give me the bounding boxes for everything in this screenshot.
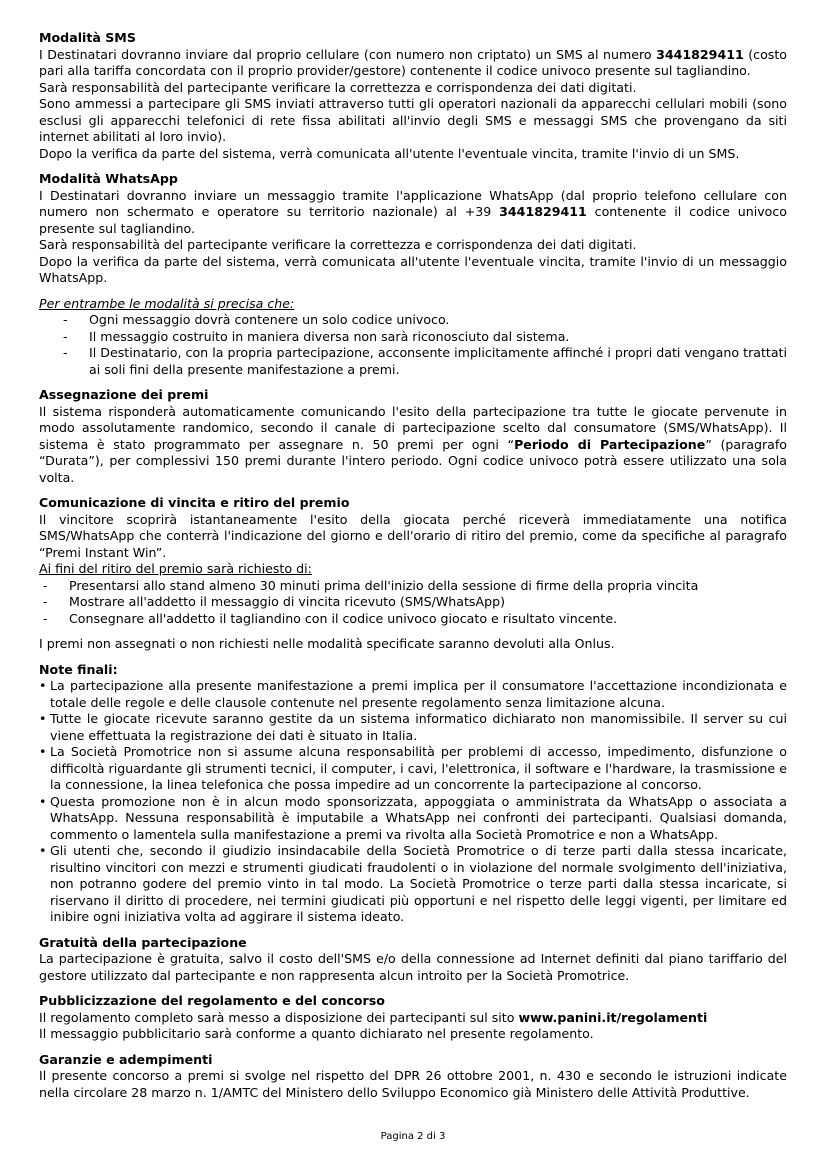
section-comunicazione	[39, 495, 787, 653]
bullet-marker: •	[39, 744, 47, 759]
section-garanzie	[39, 1052, 787, 1102]
section-heading: Garanzie e adempimenti	[39, 1051, 213, 1067]
text: Il regolamento completo sarà messo a disposizione dei partecipanti sul sito	[39, 1009, 519, 1025]
paragraph: Sono ammessi a partecipare gli SMS inviati attraverso tutti gli operatori nazionali da apparecchi cellulari mobili (sono esclusi gli apparecchi telefonici di rete fissa abilitati all'invio degli SMS e messaggi SMS che provengano da siti internet abilitati al loro invio).	[39, 96, 787, 144]
paragraph: Il messaggio pubblicitario sarà conforme a quanto dichiarato nel presente regolamento.	[39, 1026, 594, 1041]
section-heading: Pubblicizzazione del regolamento e del concorso	[39, 993, 385, 1008]
bullet-list	[39, 678, 787, 926]
paragraph: Il vincitore scoprirà istantaneamente l'esito della giocata perché riceverà immediatamente una notifica SMS/WhatsApp che conterrà l'indicazione del giorno e dell'orario di ritiro del premio, come da specifiche al paragrafo “Premi Instant Win”.	[39, 511, 787, 560]
dash-list	[39, 578, 787, 628]
list-item-text: Tutte le giocate ricevute saranno gestite da un sistema informatico dichiarato non manomissibile. Il server su cui viene effettuata la registrazione dei dati è situato in Italia.	[50, 711, 787, 743]
dash-marker: -	[63, 312, 68, 327]
list-item	[39, 594, 787, 611]
dash-marker: -	[43, 610, 48, 626]
paragraph: Sarà responsabilità del partecipante verificare la correttezza e corrispondenza dei dati digitati.	[39, 237, 637, 252]
text: (costo pari alla tariffa concordata con il proprio provider/gestore) contenente il codice univoco presente sul tagliandino.	[39, 46, 787, 78]
bold-term: Periodo di Partecipazione	[514, 436, 706, 452]
list-item-text: Questa promozione non è in alcun modo sponsorizzata, appoggiata o amministrata da WhatsApp o associata a WhatsApp. Nessuna responsabilità è imputabile a WhatsApp nei confronti dei partecipanti. Qualsiasi domanda, commento o lamentela sulla manifestazione a premi va rivolta alla Società Promotrice e non a WhatsApp.	[50, 793, 787, 842]
paragraph: Sarà responsabilità del partecipante verificare la correttezza e corrispondenza dei dati digitati.	[39, 79, 637, 95]
paragraph: Il presente concorso a premi si svolge nel rispetto del DPR 26 ottobre 2001, n. 430 e secondo le istruzioni indicate nella circolare 28 marzo n. 1/AMTC del Ministero dello Sviluppo Economico già Ministero delle Attività Produttive.	[39, 1068, 787, 1100]
website-link[interactable]: www.panini.it/regolamenti	[518, 1009, 708, 1025]
section-heading: Note finali:	[39, 661, 118, 677]
list-item	[39, 744, 787, 794]
section-heading: Modalità SMS	[39, 30, 136, 45]
dash-marker: -	[43, 594, 48, 609]
list-item-text: Consegnare all'addetto il tagliandino con il codice univoco giocato e risultato vincente.	[69, 610, 618, 626]
list-item-text: Gli utenti che, secondo il giudizio insindacabile della Società Promotrice o di terze parti dalla stessa incaricate, risultino vincitori con mezzi e strumenti giudicati fraudolenti o in violazione del normale svolgimento dell'iniziativa, non potranno godere del premio vinto in tal modo. La Società Promotrice o terze parti dalla stessa incaricate, si riservano il diritto di procedere, nei termini giudicati più opportuni e nel rispetto delle leggi vigenti, per limitare ed inibire ogni iniziativa volta ad aggirare il sistema ideato.	[50, 843, 787, 924]
section-both-modes	[39, 296, 787, 379]
bullet-marker: •	[39, 711, 47, 726]
paragraph	[39, 404, 787, 487]
text: ” (paragrafo “Durata”), per complessivi 150 premi durante l'intero periodo. Ogni codice univoco potrà essere utilizzato una sola volta.	[39, 436, 788, 485]
list-item	[39, 345, 787, 378]
paragraph	[39, 188, 787, 238]
phone-number: 3441829411	[656, 46, 744, 62]
list-item-text: Il messaggio costruito in maniera diversa non sarà riconosciuto dal sistema.	[89, 328, 570, 344]
paragraph: Dopo la verifica da parte del sistema, verrà comunicata all'utente l'eventuale vincita, tramite l'invio di un SMS.	[39, 145, 740, 161]
paragraph	[39, 1010, 787, 1027]
bullet-marker: •	[39, 678, 47, 693]
list-item	[39, 329, 787, 346]
section-pubblicizzazione	[39, 993, 787, 1043]
section-gratuita	[39, 935, 787, 985]
list-item-text: Mostrare all'addetto il messaggio di vincita ricevuto (SMS/WhatsApp)	[69, 594, 506, 609]
dash-marker: -	[63, 345, 68, 360]
paragraph: I premi non assegnati o non richiesti nelle modalità specificate saranno devoluti alla Onlus.	[39, 636, 615, 651]
document-page	[39, 30, 787, 1110]
list-item	[39, 312, 787, 329]
paragraph	[39, 47, 787, 80]
dash-list	[39, 312, 787, 378]
section-sms	[39, 30, 787, 162]
paragraph: Dopo la verifica da parte del sistema, verrà comunicata all'utente l'eventuale vincita, tramite l'invio di un messaggio WhatsApp.	[39, 253, 787, 285]
text: I Destinatari dovranno inviare un messaggio tramite l'applicazione WhatsApp (dal proprio telefono cellulare con numero non schermato e operatore su territorio nazionale) al +39	[39, 187, 787, 219]
section-heading: Assegnazione dei premi	[39, 387, 209, 402]
list-item	[39, 711, 787, 744]
section-heading: Gratuità della partecipazione	[39, 934, 247, 950]
section-heading: Modalità WhatsApp	[39, 171, 178, 186]
section-heading: Comunicazione di vincita e ritiro del premio	[39, 495, 350, 510]
section-note-finali	[39, 662, 787, 926]
text: contenente il codice univoco presente sul tagliandino.	[39, 204, 787, 236]
dash-marker: -	[43, 577, 48, 593]
section-whatsapp	[39, 171, 787, 287]
text: Il sistema risponderà automaticamente comunicando l'esito della partecipazione tra tutte le giocate pervenute in modo assolutamente randomico, secondo il canale di partecipazione scelto dal consumatore (SMS/WhatsApp). Il sistema è stato programmato per assegnare n. 50 premi per ogni “	[39, 403, 787, 452]
list-item	[39, 578, 787, 595]
list-item	[39, 678, 787, 711]
page-number: Pagina 2 di 3	[380, 1131, 446, 1142]
list-item-text: La partecipazione alla presente manifestazione a premi implica per il consumatore l'accettazione incondizionata e totale delle regole e delle clausole contenute nel presente regolamento senza limitazione alcuna.	[50, 678, 787, 710]
list-item-text: Ogni messaggio dovrà contenere un solo codice univoco.	[89, 312, 450, 327]
bullet-marker: •	[39, 843, 47, 858]
section-assegnazione	[39, 387, 787, 486]
list-item	[39, 611, 787, 628]
section-intro: Ai fini del ritiro del premio sarà richiesto di:	[39, 561, 312, 576]
section-intro: Per entrambe le modalità si precisa che:	[39, 295, 295, 311]
list-item-text: Il Destinatario, con la propria partecipazione, acconsente implicitamente affinché i propri dati vengano trattati ai soli fini della presente manifestazione a premi.	[89, 345, 787, 377]
list-item	[39, 794, 787, 844]
list-item-text: La Società Promotrice non si assume alcuna responsabilità per problemi di accesso, impedimento, disfunzione o difficoltà riguardante gli strumenti tecnici, il computer, i cavi, l'elettronica, il software e l'hardware, la trasmissione e la connessione, la linea telefonica che possa impedire ad un concorrente la partecipazione al concorso.	[50, 744, 787, 792]
list-item	[39, 843, 787, 926]
phone-number: 3441829411	[499, 204, 587, 219]
paragraph: La partecipazione è gratuita, salvo il costo dell'SMS e/o della connessione ad Internet definiti dal piano tariffario del gestore utilizzato dal partecipante e non rappresenta alcun introito per la Società Promotrice.	[39, 951, 787, 983]
list-item-text: Presentarsi allo stand almeno 30 minuti prima dell'inizio della sessione di firme della propria vincita	[69, 577, 699, 593]
dash-marker: -	[63, 328, 68, 344]
bullet-marker: •	[39, 793, 47, 809]
text: I Destinatari dovranno inviare dal proprio cellulare (con numero non criptato) un SMS al numero	[39, 46, 657, 62]
